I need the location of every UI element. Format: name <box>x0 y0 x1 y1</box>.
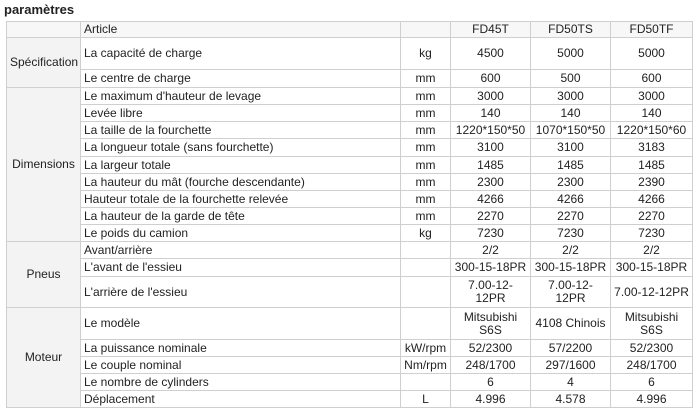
row-label: Le centre de charge <box>81 70 401 88</box>
row-unit: mm <box>401 208 451 225</box>
table-row <box>7 88 693 105</box>
row-value: 7.00-12-12PR <box>451 277 531 308</box>
row-unit: mm <box>401 70 451 88</box>
row-label: Le modèle <box>81 308 401 340</box>
row-unit: L <box>401 391 451 408</box>
row-unit: mm <box>401 139 451 157</box>
table-row <box>7 391 693 408</box>
row-label: Levée libre <box>81 105 401 122</box>
row-value: 4266 <box>531 191 611 208</box>
row-value: 5000 <box>531 38 611 70</box>
header-row <box>7 22 693 38</box>
row-value: 600 <box>451 70 531 88</box>
row-value: 3100 <box>531 139 611 157</box>
row-label: La capacité de charge <box>81 38 401 70</box>
spec-table <box>6 21 693 408</box>
row-value: 2270 <box>451 208 531 225</box>
row-value: 57/2200 <box>531 340 611 357</box>
row-value: Mitsubishi S6S <box>611 308 693 340</box>
table-row <box>7 259 693 277</box>
row-value: Mitsubishi S6S <box>451 308 531 340</box>
row-label: La taille de la fourchette <box>81 122 401 139</box>
table-row <box>7 122 693 139</box>
table-row <box>7 139 693 157</box>
row-unit: kW/rpm <box>401 340 451 357</box>
row-value: 248/1700 <box>611 357 693 374</box>
row-unit: kg <box>401 38 451 70</box>
row-label: La hauteur de la garde de tête <box>81 208 401 225</box>
row-value: 1220*150*60 <box>611 122 693 139</box>
table-row <box>7 357 693 374</box>
row-value: 5000 <box>611 38 693 70</box>
row-value: 2/2 <box>451 242 531 259</box>
row-value: 1485 <box>611 157 693 174</box>
row-label: La hauteur du mât (fourche descendante) <box>81 174 401 191</box>
row-value: 2300 <box>531 174 611 191</box>
row-value: 4266 <box>611 191 693 208</box>
row-unit: mm <box>401 174 451 191</box>
header-corner <box>7 22 81 38</box>
header-article: Article <box>81 22 401 38</box>
row-label: La largeur totale <box>81 157 401 174</box>
group-label: Moteur <box>7 308 81 408</box>
group-label: Spécification <box>7 38 81 88</box>
row-value: 2270 <box>531 208 611 225</box>
row-value: 7.00-12-12PR <box>611 277 693 308</box>
row-value: 140 <box>611 105 693 122</box>
row-label: Hauteur totale de la fourchette relevée <box>81 191 401 208</box>
row-value: 500 <box>531 70 611 88</box>
row-value: 7.00-12-12PR <box>531 277 611 308</box>
row-value: 600 <box>611 70 693 88</box>
table-row <box>7 38 693 70</box>
row-value: 7230 <box>531 225 611 242</box>
row-label: Le couple nominal <box>81 357 401 374</box>
row-value: 3000 <box>611 88 693 105</box>
row-value: 52/2300 <box>451 340 531 357</box>
row-value: 248/1700 <box>451 357 531 374</box>
row-label: Le nombre de cylinders <box>81 374 401 391</box>
table-row <box>7 277 693 308</box>
row-value: 1485 <box>451 157 531 174</box>
row-value: 1485 <box>531 157 611 174</box>
row-unit: kg <box>401 225 451 242</box>
row-value: 300-15-18PR <box>531 259 611 277</box>
row-value: 3000 <box>531 88 611 105</box>
row-unit: mm <box>401 122 451 139</box>
row-unit: mm <box>401 88 451 105</box>
header-model-fd45t: FD45T <box>451 22 531 38</box>
row-value: 52/2300 <box>611 340 693 357</box>
row-value: 7230 <box>611 225 693 242</box>
row-unit <box>401 277 451 308</box>
row-unit <box>401 242 451 259</box>
row-value: 140 <box>531 105 611 122</box>
row-unit <box>401 374 451 391</box>
row-label: Avant/arrière <box>81 242 401 259</box>
row-unit <box>401 308 451 340</box>
row-label: Le maximum d'hauteur de levage <box>81 88 401 105</box>
row-value: 1070*150*50 <box>531 122 611 139</box>
header-model-fd50ts: FD50TS <box>531 22 611 38</box>
header-unit <box>401 22 451 38</box>
row-label: La longueur totale (sans fourchette) <box>81 139 401 157</box>
page-title: paramètres <box>4 2 75 17</box>
row-value: 4266 <box>451 191 531 208</box>
row-value: 2/2 <box>611 242 693 259</box>
group-label: Pneus <box>7 242 81 308</box>
row-value: 4.578 <box>531 391 611 408</box>
row-unit: Nm/rpm <box>401 357 451 374</box>
row-label: La puissance nominale <box>81 340 401 357</box>
row-value: 7230 <box>451 225 531 242</box>
row-unit: mm <box>401 157 451 174</box>
table-row <box>7 174 693 191</box>
header-model-fd50tf: FD50TF <box>611 22 693 38</box>
row-value: 300-15-18PR <box>611 259 693 277</box>
table-row <box>7 157 693 174</box>
row-value: 6 <box>451 374 531 391</box>
row-value: 4500 <box>451 38 531 70</box>
table-row <box>7 105 693 122</box>
row-label: L'arrière de l'essieu <box>81 277 401 308</box>
row-label: Le poids du camion <box>81 225 401 242</box>
table-row <box>7 340 693 357</box>
row-unit: mm <box>401 191 451 208</box>
row-value: 4108 Chinois <box>531 308 611 340</box>
row-value: 4.996 <box>611 391 693 408</box>
row-value: 1220*150*50 <box>451 122 531 139</box>
row-value: 297/1600 <box>531 357 611 374</box>
row-value: 3100 <box>451 139 531 157</box>
group-label: Dimensions <box>7 88 81 242</box>
row-value: 3000 <box>451 88 531 105</box>
row-label: L'avant de l'essieu <box>81 259 401 277</box>
row-value: 4 <box>531 374 611 391</box>
table-row <box>7 208 693 225</box>
row-value: 4.996 <box>451 391 531 408</box>
table-row <box>7 374 693 391</box>
table-row <box>7 70 693 88</box>
row-value: 2390 <box>611 174 693 191</box>
row-value: 2300 <box>451 174 531 191</box>
table-row <box>7 191 693 208</box>
row-value: 300-15-18PR <box>451 259 531 277</box>
table-row <box>7 308 693 340</box>
row-unit <box>401 259 451 277</box>
row-label: Déplacement <box>81 391 401 408</box>
table-row <box>7 225 693 242</box>
row-value: 2/2 <box>531 242 611 259</box>
table-row <box>7 242 693 259</box>
row-unit: mm <box>401 105 451 122</box>
row-value: 140 <box>451 105 531 122</box>
row-value: 6 <box>611 374 693 391</box>
row-value: 3183 <box>611 139 693 157</box>
row-value: 2270 <box>611 208 693 225</box>
